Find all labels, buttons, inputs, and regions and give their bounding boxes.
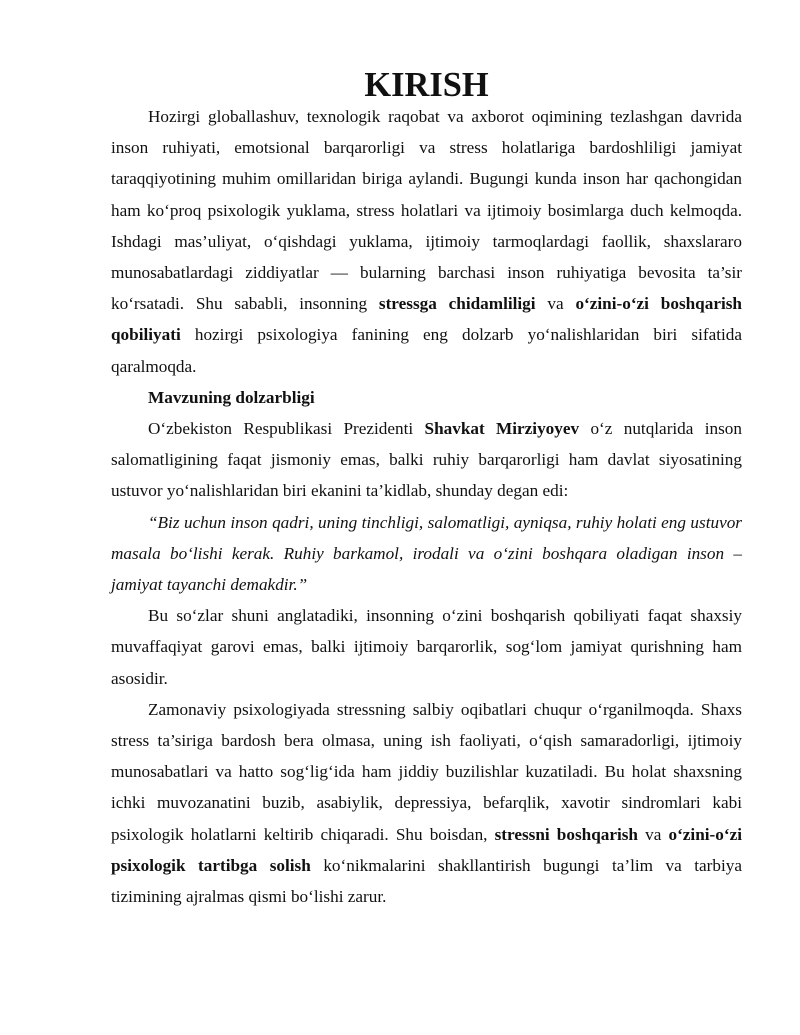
stress-text-1: Zamonaviy psixologiyada stressning salbiy oqibatlari chuqur o‘rganilmoqda. Shaxs stress ta’siriga bardosh bera olmasa, uning ish faoliyati, o‘qish samaradorligi, ijtimoiy munosabatlari va hatto sog‘lig‘ida ham jiddiy buzilishlar kuzatiladi. Bu holat shaxsning ichki muvozanatini buzib, asabiylik, depressiya, befarqlik, xavotir sindromlari kabi psixologik holatlarni keltirib chiqaradi. Shu boisdan, bbox=[111, 699, 742, 844]
section-heading: Mavzuning dolzarbligi bbox=[148, 387, 315, 407]
page-title: KIRISH bbox=[364, 66, 489, 104]
relevance-bold-name: Shavkat Mirziyoyev bbox=[424, 419, 580, 439]
quote-paragraph: “Biz uchun inson qadri, uning tinchligi, salomatligi, ayniqsa, ruhiy holati eng ustuvor masala bo‘lishi kerak. Ruhiy barkamol, irodali va o‘zini boshqara oladigan inson – jamiyat tayanchi demakdir.” bbox=[111, 512, 742, 595]
stress-bold-1: stressni boshqarish bbox=[494, 824, 638, 844]
conclusion-paragraph: Bu so‘zlar shuni anglatadiki, insonning o‘zini boshqarish qobiliyati faqat shaxsiy muvaffaqiyat garovi emas, balki ijtimoiy barqarorlik, sog‘lom jamiyat qurishning ham asosidir. bbox=[111, 606, 742, 688]
relevance-text-2: o‘z nutqlarida inson salomatligining faqat jismoniy emas, balki ruhiy barqarorligi ham davlat siyosatining ustuvor yo‘nalishlaridan biri ekanini ta’kidlab, shunday degan edi: bbox=[111, 419, 742, 501]
stress-text-3: ko‘nikmalarini shakllantirish bugungi ta’lim va tarbiya tizimining ajralmas qismi bo‘lishi zarur. bbox=[111, 855, 742, 907]
stress-text-2: va bbox=[638, 824, 669, 844]
relevance-text-1: O‘zbekiston Respublikasi Prezidenti bbox=[148, 419, 425, 439]
intro-bold-2: o‘zini-o‘zi boshqarish qobiliyati bbox=[111, 294, 742, 345]
relevance-paragraph bbox=[111, 413, 742, 507]
intro-text-2: va bbox=[535, 294, 576, 314]
intro-text-1: Hozirgi globallashuv, texnologik raqobat va axborot oqimining tezlashgan davrida inson ruhiyati, emotsional barqarorligi va stress holatlariga bardoshliligi jamiyat taraqqiyotining muhim omillaridan biriga aylandi. Bugungi kunda inson har qachongidan ham ko‘proq psixologik yuklama, stress holatlari va ijtimoiy bosimlarga duch kelmoqda. Ishdagi mas’uliyat, o‘qishdagi yuklama, ijtimoiy tarmoqlardagi faollik, shaxslararo munosabatlardagi ziddiyatlar — bularning barchasi inson ruhiyatiga bevosita ta’sir ko‘rsatadi. Shu sababli, insonning bbox=[111, 107, 742, 314]
intro-text-3: hozirgi psixologiya fanining eng dolzarb yo‘nalishlaridan biri sifatida qaralmoqda. bbox=[111, 325, 742, 376]
intro-bold-1: stressga chidamliligi bbox=[378, 294, 536, 314]
stress-paragraph bbox=[111, 694, 742, 912]
intro-paragraph bbox=[111, 101, 742, 382]
stress-bold-2: o‘zini-o‘zi psixologik tartibga solish bbox=[111, 824, 742, 875]
